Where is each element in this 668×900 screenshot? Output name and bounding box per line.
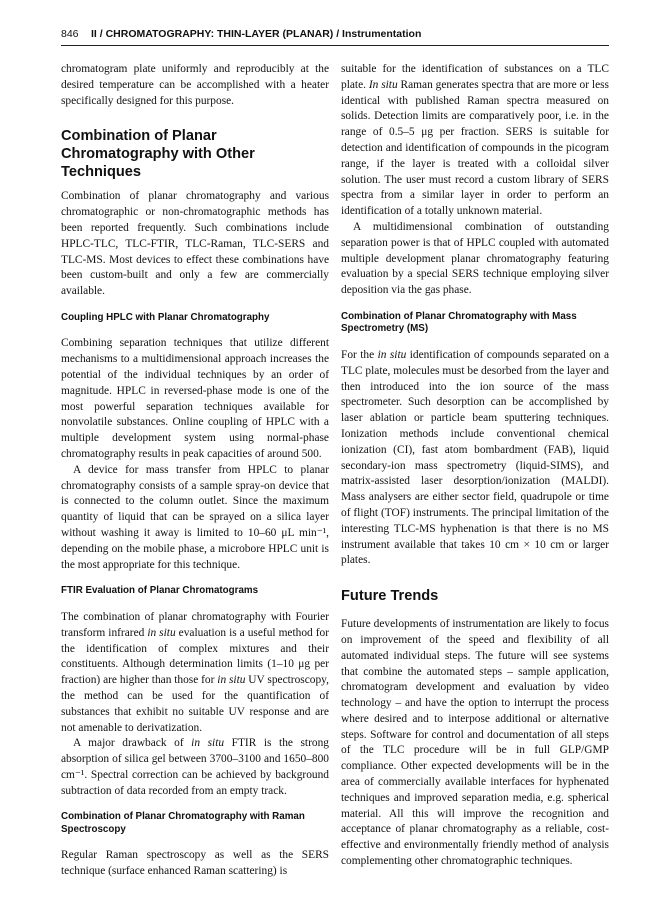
left-column [61, 62, 329, 880]
right-column [341, 62, 609, 870]
running-title: II / CHROMATOGRAPHY: THIN-LAYER (PLANAR) / Instrumentation [91, 28, 422, 40]
header-rule [61, 45, 609, 46]
paragraph: For the in situ identification of compounds separated on a TLC plate, molecules must be desorbed from the layer and then introduced into the ion source of the mass spectrometer. Such desorption can be accomplished by laser ablation or particle beam sputtering techniques. Ionization methods include conventional chemical ionization (CI), fast atom bombardment (FAB), liquid secondary-ion mass spectrometry (liquid-SIMS), and matrix-assisted laser desorption/ionization (MALDI). Mass analysers are either sector field, quadrupole or time of flight (TOF) instruments. The principal limitation of the interesting TLC-MS hyphenation is that there is no MS instrument available that takes 10 cm × 10 cm or larger plates. [341, 348, 609, 567]
paragraph: The combination of planar chromatography with Fourier transform infrared in situ evaluation is a useful method for the identification of complex mixtures and their constituents. Although determination limits (1–10 μg per fraction) are higher than those for in situ UV spectroscopy, the method can be used for the quantification of substances that exhibit no suitable UV response and are not amenable to derivatization. [61, 610, 330, 734]
paragraph: Combining separation techniques that utilize different mechanisms to a multidimensional approach increases the potential of the individual techniques by an order of magnitude. HPLC in reversed-phase mode is one of the most powerful separation techniques available for nonvolatile substances. Online coupling of HPLC with a multiple development system using normal-phase chromatography results in peak capacities of around 500. [61, 337, 329, 461]
paragraph: A device for mass transfer from HPLC to planar chromatography consists of a sample spray-on device that is connected to the column outlet. Since the maximum quantity of liquid that can be sprayed on a silica layer without washing it away is limited to 10–60 μL min⁻¹, depending on the mobile phase, a microbore HPLC unit is the most appropriate for this technique. [61, 463, 329, 571]
paragraph: suitable for the identification of substances on a TLC plate. In situ Raman generates spectra that are more or less identical with published Raman spectra measured on solids. Detection limits are comparatively poor, i.e. in the range of 0.5–5 μg per fraction. SERS is suitable for detection and identification of compounds in the picogram range, if the layer is treated with a colloidal silver solution. The user must record a custom library of SERS spectra from a similar layer in order to perform an identification of a totally unknown material. [341, 63, 609, 218]
subsection-heading: Combination of Planar Chromatography with Raman Spectroscopy [61, 811, 305, 835]
running-header [61, 28, 609, 44]
page-number: 846 [61, 28, 79, 40]
subsection-heading: FTIR Evaluation of Planar Chromatograms [61, 585, 259, 597]
paragraph: chromatogram plate uniformly and reproducibly at the desired temperature can be accomplished with a heater specifically designed for this purpose. [61, 63, 329, 107]
subsection-heading: Combination of Planar Chromatography with Mass Spectrometry (MS) [341, 310, 577, 335]
section-heading: Combination of Planar Chromatography with Other Techniques [61, 128, 255, 181]
paragraph: Combination of planar chromatography and various chromatographic or non-chromatographic methods has been reported frequently. Such combinations include HPLC-TLC, TLC-FTIR, TLC-Raman, TLC-SERS and TLC-MS. Most devices to effect these combinations have been custom-built and only a few are commercially available. [61, 190, 329, 298]
paragraph: Regular Raman spectroscopy as well as the SERS technique (surface enhanced Raman scattering) is [61, 849, 329, 878]
subsection-heading: Coupling HPLC with Planar Chromatography [61, 311, 270, 323]
paragraph: Future developments of instrumentation are likely to focus on improvement of the speed and flexibility of all automated individual steps. The future will see systems that combine the automated steps – sample application, chromatogram development and evaluation by video technology – and have the option to interrupt the process where desired and to interpose additional or alternative steps. Software for control and documentation of all steps of the TLC procedure will be in full GLP/GMP compliance. Other expected developments will be in the area of commercially available interfaces for hyphenated techniques and improved separation media, e.g. spherical material. All this will improve the recognition and acceptance of planar chromatography as a reliable, cost-effective and environmentally friendly method of analysis complementing other chromatographic techniques. [341, 618, 609, 868]
paragraph: A multidimensional combination of outstanding separation power is that of HPLC coupled with automated multiple development planar chromatography featuring evaluation by a special SERS technique employing silver deposition via the gas phase. [341, 220, 609, 297]
section-heading: Future Trends [341, 588, 439, 605]
paragraph: A major drawback of in situ FTIR is the strong absorption of silica gel between 3700–3100 and 1650–800 cm⁻¹. Spectral correction can be achieved by background subtraction of data recorded from an empty track. [61, 737, 329, 797]
